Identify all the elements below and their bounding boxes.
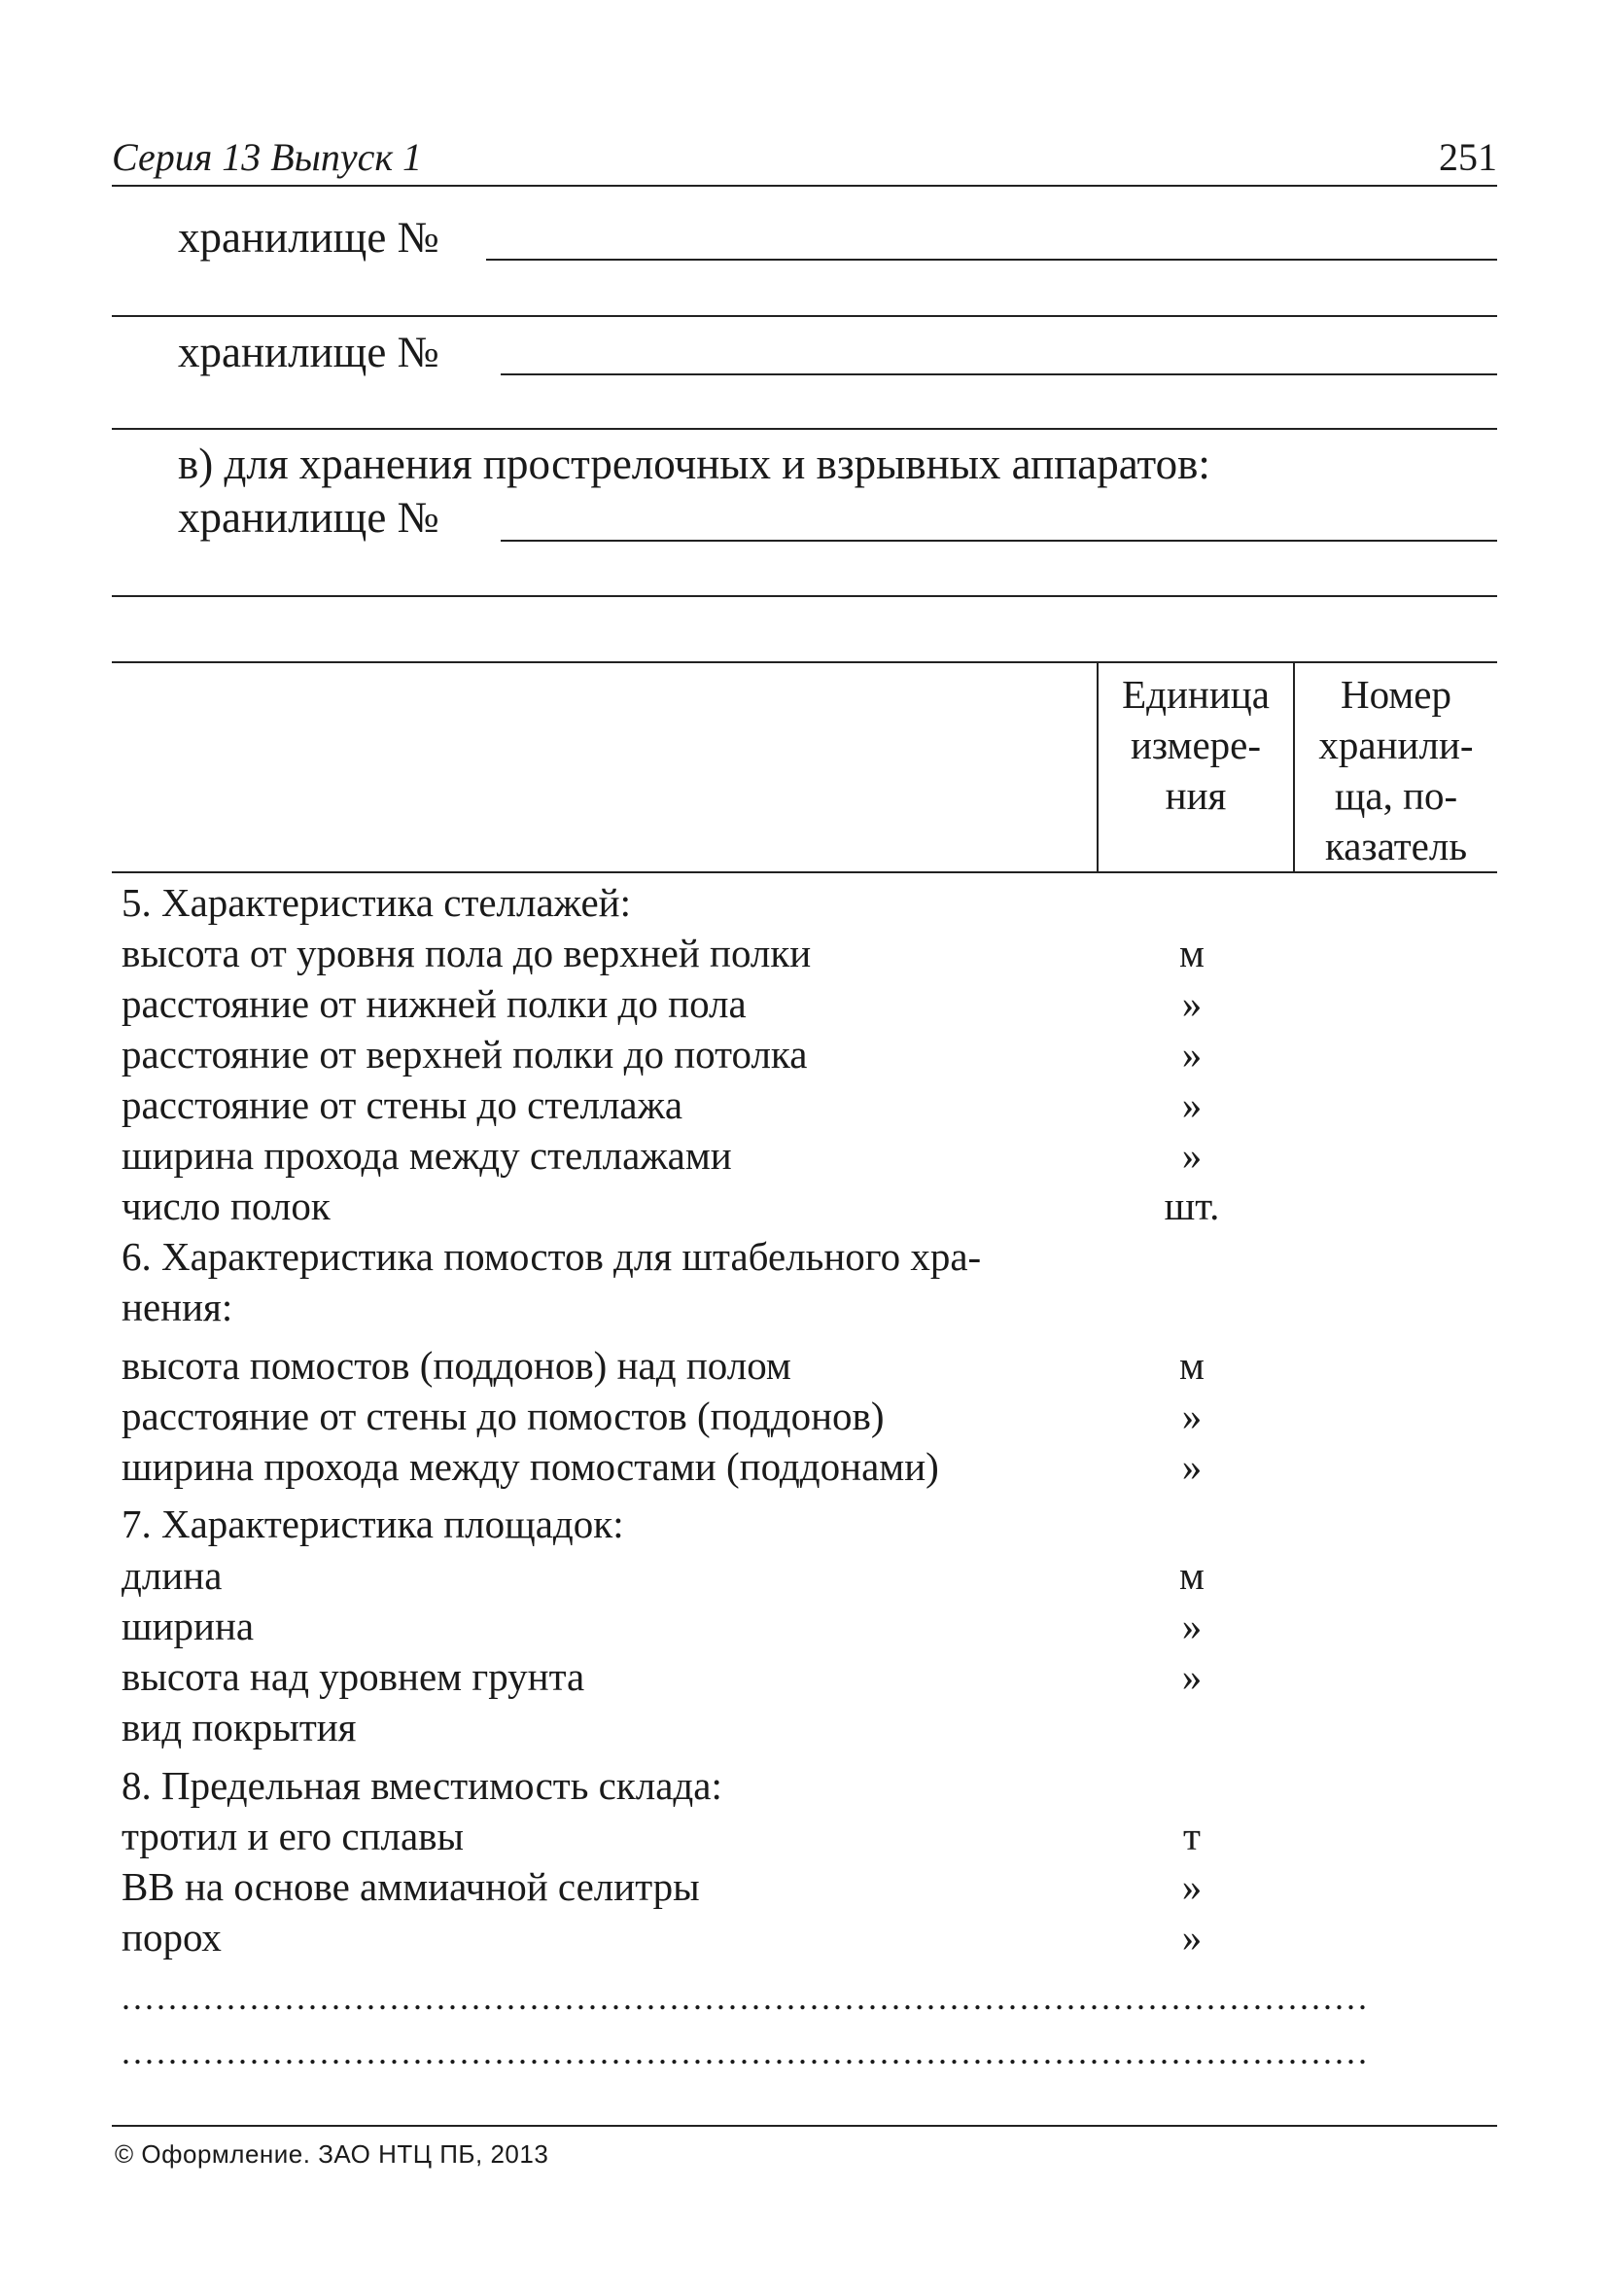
row-label: тротил и его сплавы: [122, 1814, 465, 1858]
row-unit: »: [1181, 1133, 1203, 1178]
row-label: ширина: [122, 1604, 255, 1648]
row-label: расстояние от стены до помостов (поддонов): [122, 1394, 885, 1438]
row-label: ширина прохода между помостами (поддонами): [122, 1444, 939, 1489]
row-label: порох: [122, 1915, 222, 1960]
storage-label-1: хранилище №: [178, 213, 439, 262]
storage-blank-line-1[interactable]: [112, 315, 1497, 317]
row-unit: »: [1181, 1915, 1203, 1960]
dotted-fill-line-1[interactable]: ...........................................................................................................: [122, 1978, 1370, 2017]
row-label: расстояние от верхней полки до потолка: [122, 1032, 808, 1077]
row-unit: »: [1181, 1864, 1203, 1909]
section-6-heading-cont: нения:: [122, 1285, 233, 1329]
row-label: высота над уровнем грунта: [122, 1654, 585, 1699]
storage-number-field-1[interactable]: [486, 259, 1497, 261]
section-v-heading: в) для хранения прострелочных и взрывных аппаратов:: [178, 440, 1210, 488]
storage-blank-line-3[interactable]: [112, 595, 1497, 597]
storage-blank-line-2[interactable]: [112, 428, 1497, 430]
storage-label-3: хранилище №: [178, 493, 439, 542]
storage-number-field-2[interactable]: [501, 373, 1497, 375]
row-unit: м: [1179, 931, 1205, 975]
row-label: число полок: [122, 1183, 331, 1228]
row-unit: »: [1181, 981, 1203, 1026]
storage-label-2: хранилище №: [178, 328, 439, 376]
row-label: длина: [122, 1553, 223, 1598]
storage-number-field-3[interactable]: [501, 540, 1497, 542]
row-label: высота от уровня пола до верхней полки: [122, 931, 812, 975]
row-unit: м: [1179, 1553, 1205, 1598]
row-unit: »: [1181, 1394, 1203, 1438]
row-label: высота помостов (поддонов) над полом: [122, 1343, 791, 1388]
row-unit: »: [1181, 1604, 1203, 1648]
row-unit: »: [1181, 1082, 1203, 1127]
row-label: ВВ на основе аммиачной селитры: [122, 1864, 700, 1909]
table-top-rule: [112, 661, 1497, 663]
section-6-heading: 6. Характеристика помостов для штабельного хра-: [122, 1234, 982, 1279]
header-rule: [112, 185, 1497, 187]
table-header-rule: [112, 871, 1497, 873]
copyright-footer: © Оформление. ЗАО НТЦ ПБ, 2013: [115, 2139, 549, 2169]
row-unit: м: [1179, 1343, 1205, 1388]
section-5-heading: 5. Характеристика стеллажей:: [122, 880, 631, 925]
row-unit: т: [1183, 1814, 1201, 1858]
row-unit: »: [1181, 1444, 1203, 1489]
row-unit: »: [1181, 1654, 1203, 1699]
row-label: расстояние от стены до стеллажа: [122, 1082, 683, 1127]
row-label: вид покрытия: [122, 1705, 357, 1749]
series-title: Серия 13 Выпуск 1: [112, 135, 423, 179]
row-label: расстояние от нижней полки до пола: [122, 981, 747, 1026]
row-unit: шт.: [1164, 1183, 1220, 1228]
section-7-heading: 7. Характеристика площадок:: [122, 1501, 624, 1546]
row-unit: »: [1181, 1032, 1203, 1077]
section-8-heading: 8. Предельная вместимость склада:: [122, 1763, 722, 1808]
storage-number-column-header: Номер хранили- ща, по- казатель: [1318, 672, 1474, 868]
page-number: 251: [1439, 135, 1497, 179]
unit-column-header: Единица измере- ния: [1122, 672, 1270, 818]
dotted-fill-line-2[interactable]: ...........................................................................................................: [122, 2032, 1370, 2071]
footer-rule: [112, 2125, 1497, 2127]
row-label: ширина прохода между стеллажами: [122, 1133, 732, 1178]
